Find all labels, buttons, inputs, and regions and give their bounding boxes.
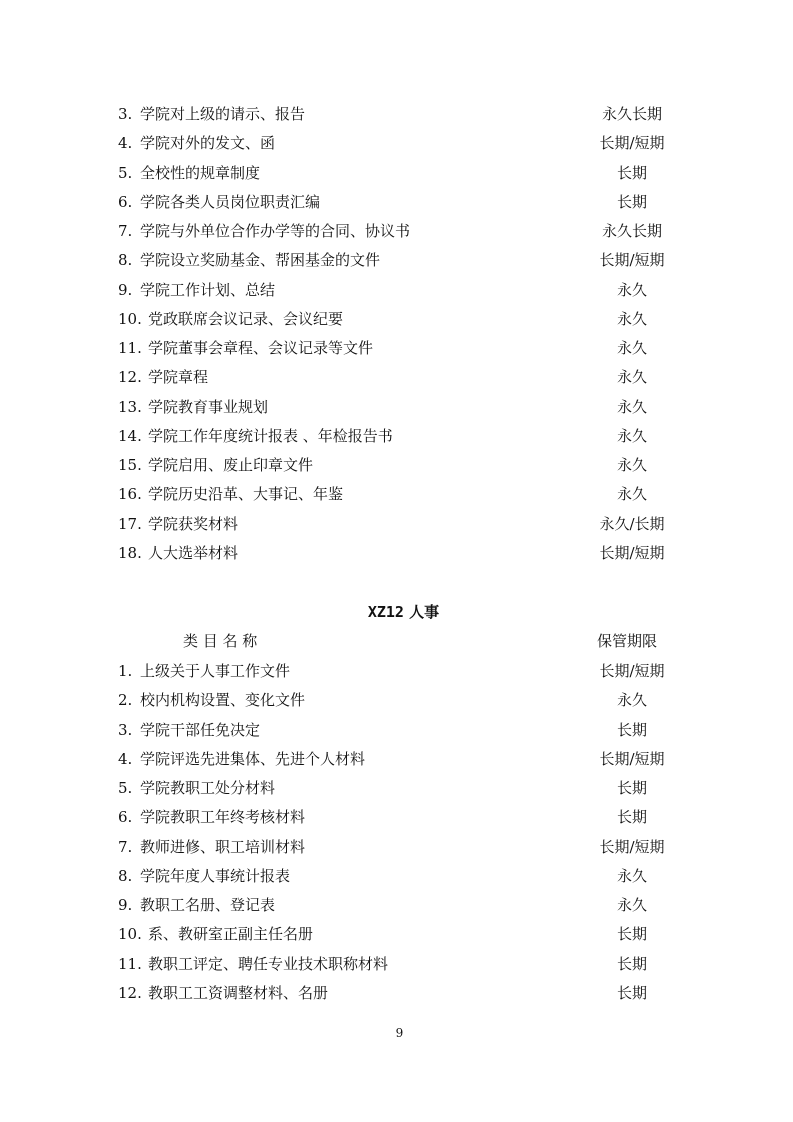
list-item	[0, 510, 793, 539]
item-retention-period: 永久	[616, 485, 647, 504]
section-title-text: 人事	[409, 603, 440, 621]
item-retention-period: 永久长期	[601, 222, 662, 240]
item-number: 1.	[118, 662, 133, 680]
item-retention-period: 长期/短期	[599, 749, 665, 768]
item-number: 6.	[118, 808, 133, 827]
item-number: 10.	[118, 309, 142, 328]
item-name: 系、教研室正副主任名册	[148, 925, 314, 944]
item-number: 7.	[118, 222, 133, 240]
item-retention-period: 永久/长期	[599, 514, 665, 533]
list-item	[0, 188, 793, 217]
item-number: 15.	[118, 456, 142, 474]
item-name: 教职工工资调整材料、名册	[148, 983, 329, 1002]
item-retention-period: 永久	[616, 339, 647, 357]
item-name: 学院董事会章程、会议记录等文件	[148, 339, 374, 357]
list-item	[0, 451, 793, 480]
item-retention-period: 长期/短期	[599, 134, 665, 153]
item-number: 11.	[118, 339, 142, 357]
item-name: 学院设立奖励基金、帮困基金的文件	[140, 251, 381, 270]
item-name: 学院与外单位合作办学等的合同、协议书	[140, 222, 411, 240]
item-name: 学院评选先进集体、先进个人材料	[140, 749, 366, 768]
item-number: 8.	[118, 251, 133, 270]
item-number: 6.	[118, 192, 133, 211]
item-retention-period: 长期	[616, 192, 647, 211]
item-retention-period: 永久	[616, 397, 647, 416]
item-name: 学院干部任免决定	[140, 720, 261, 739]
list-item	[0, 657, 793, 686]
item-name: 学院教职工年终考核材料	[140, 808, 306, 827]
item-name: 上级关于人事工作文件	[140, 662, 291, 680]
list-item	[0, 217, 793, 246]
item-number: 9.	[118, 280, 133, 299]
section-title	[0, 598, 793, 627]
list-item	[0, 920, 793, 949]
item-number: 7.	[118, 837, 133, 856]
item-retention-period: 永久	[616, 896, 647, 914]
section-code: XZ12	[367, 603, 404, 621]
list-item	[0, 100, 793, 129]
item-retention-period: 长期	[616, 720, 647, 739]
list-item	[0, 891, 793, 920]
item-number: 4.	[118, 134, 133, 153]
item-name: 学院工作年度统计报表 、年检报告书	[148, 426, 393, 445]
item-retention-period: 长期/短期	[599, 251, 665, 270]
list-item	[0, 686, 793, 715]
item-name: 学院章程	[148, 368, 209, 387]
item-name: 教师进修、职工培训材料	[140, 837, 306, 856]
item-number: 11.	[118, 954, 142, 973]
item-retention-period: 永久长期	[601, 105, 662, 123]
column-header-name: 类 目 名 称	[183, 632, 258, 650]
item-retention-period: 长期	[616, 163, 647, 182]
item-number: 4.	[118, 749, 133, 768]
list-item	[0, 129, 793, 158]
item-name: 学院历史沿革、大事记、年鉴	[148, 485, 344, 504]
item-name: 学院启用、废止印章文件	[148, 456, 314, 474]
list-item	[0, 862, 793, 891]
item-number: 16.	[118, 485, 142, 504]
item-retention-period: 永久	[616, 691, 647, 710]
item-retention-period: 长期	[616, 983, 647, 1002]
item-number: 13.	[118, 397, 142, 416]
item-retention-period: 长期/短期	[599, 543, 665, 562]
item-name: 教职工评定、聘任专业技术职称材料	[148, 954, 389, 973]
item-retention-period: 永久	[616, 368, 647, 387]
item-retention-period: 永久	[616, 280, 647, 299]
item-name: 人大选举材料	[148, 543, 239, 562]
list-item	[0, 159, 793, 188]
item-retention-period: 长期	[616, 954, 647, 973]
list-item	[0, 774, 793, 803]
item-number: 8.	[118, 866, 133, 885]
item-retention-period: 永久	[616, 866, 647, 885]
list-item	[0, 393, 793, 422]
item-name: 学院对外的发文、函	[140, 134, 276, 153]
item-name: 全校性的规章制度	[140, 163, 261, 182]
list-item	[0, 363, 793, 392]
list-item	[0, 246, 793, 275]
item-number: 17.	[118, 514, 142, 533]
list-item	[0, 480, 793, 509]
item-name: 党政联席会议记录、会议纪要	[148, 309, 344, 328]
item-name: 学院教职工处分材料	[140, 779, 276, 797]
item-number: 9.	[118, 896, 133, 914]
item-retention-period: 长期/短期	[599, 662, 665, 680]
item-name: 教职工名册、登记表	[140, 896, 276, 914]
item-retention-period: 长期/短期	[599, 837, 665, 856]
item-name: 学院工作计划、总结	[140, 280, 276, 299]
item-retention-period: 长期	[616, 925, 647, 944]
item-number: 5.	[118, 779, 133, 797]
item-number: 14.	[118, 426, 142, 445]
column-header-period: 保管期限	[597, 632, 658, 650]
list-item	[0, 745, 793, 774]
item-number: 10.	[118, 925, 142, 944]
item-name: 学院获奖材料	[148, 514, 239, 533]
item-retention-period: 长期	[616, 779, 647, 797]
item-retention-period: 永久	[616, 426, 647, 445]
list-item	[0, 305, 793, 334]
item-retention-period: 永久	[616, 309, 647, 328]
item-retention-period: 长期	[616, 808, 647, 827]
item-name: 学院对上级的请示、报告	[140, 105, 306, 123]
list-item	[0, 422, 793, 451]
item-name: 学院年度人事统计报表	[140, 866, 291, 885]
list-item	[0, 334, 793, 363]
list-item	[0, 803, 793, 832]
item-retention-period: 永久	[616, 456, 647, 474]
list-item	[0, 276, 793, 305]
list-item	[0, 833, 793, 862]
list-item	[0, 716, 793, 745]
item-name: 学院各类人员岗位职责汇编	[140, 192, 321, 211]
list-item	[0, 950, 793, 979]
item-name: 校内机构设置、变化文件	[140, 691, 306, 710]
item-number: 18.	[118, 543, 142, 562]
item-number: 3.	[118, 105, 133, 123]
list-item	[0, 979, 793, 1008]
item-number: 12.	[118, 368, 142, 387]
item-number: 12.	[118, 983, 142, 1002]
item-number: 5.	[118, 163, 133, 182]
item-number: 3.	[118, 720, 133, 739]
item-name: 学院教育事业规划	[148, 397, 269, 416]
item-number: 2.	[118, 691, 133, 710]
page-number: 9	[395, 1026, 404, 1040]
list-item	[0, 539, 793, 568]
